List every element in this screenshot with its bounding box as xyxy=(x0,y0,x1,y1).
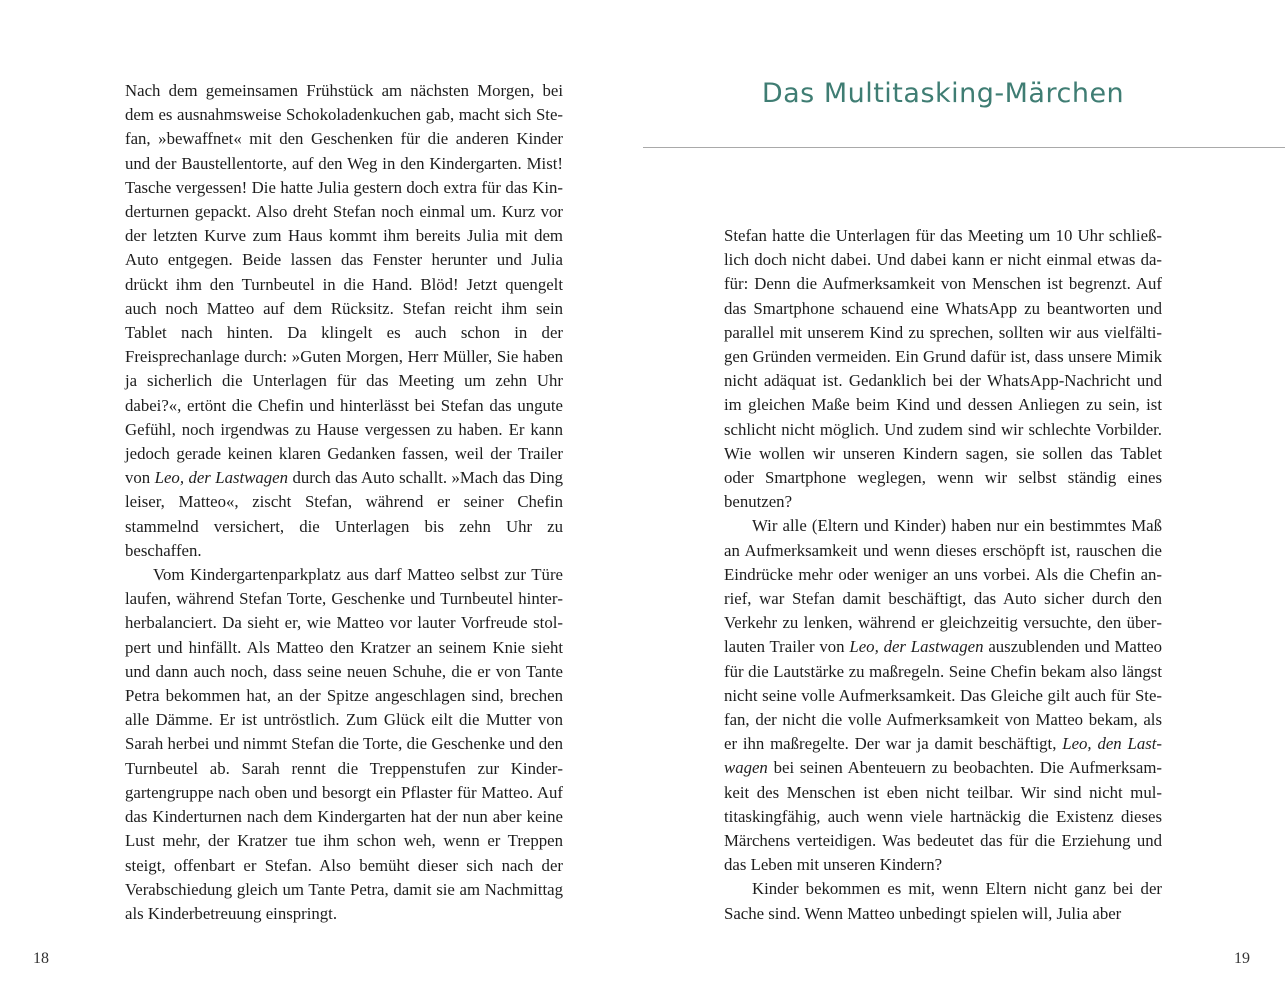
paragraph: Wir alle (Eltern und Kinder) haben nur ein bestimmtes Maß an Aufmerksamkeit und wenn dieses erschöpft ist, rauschen die Eindrücke mehr oder weniger an uns vorbei. Als die Chefin anrief, war Stefan damit beschäftigt, das Auto sicher durch den Verkehr zu lenken, während er gleichzeitig versuchte, den überlauten Trailer von Leo, der Lastwagen auszublenden und Matteo für die Lautstärke zu maßregeln. Seine Chefin bekam also längst nicht seine volle Aufmerksamkeit. Das Gleiche gilt auch für Stefan, der nicht die volle Aufmerksamkeit von Matteo bekam, als er ihn maßregelte. Der war ja damit beschäftigt, Leo, den Lastwagen bei seinen Abenteuern zu beobachten. Die Aufmerksamkeit des Menschen ist eben nicht teilbar. Wir sind nicht multitaskingfähig, auch wenn viele hartnäckig die Existenz dieses Märchens verteidigen. Was bedeutet das für die Erziehung und das Leben mit unseren Kindern? xyxy=(724,516,1162,875)
paragraph: Kinder bekommen es mit, wenn Eltern nicht ganz bei der Sache sind. Wenn Matteo unbedingt spielen will, Julia aber xyxy=(724,879,1162,923)
right-page xyxy=(643,0,1285,1000)
paragraph: Nach dem gemeinsamen Frühstück am nächsten Morgen, bei dem es ausnahmsweise Schokoladenkuchen gab, macht sich Stefan, »bewaffnet« mit den Geschenken für die anderen Kinder und der Baustellentorte, auf den Weg in den Kindergarten. Mist! Tasche vergessen! Die hatte Julia gestern doch extra für das Kinderturnen gepackt. Also dreht Stefan noch einmal um. Kurz vor der letzten Kurve zum Haus kommt ihm bereits Julia mit dem Auto entgegen. Beide lassen das Fenster herunter und Julia drückt ihm den Turnbeutel in die Hand. Blöd! Jetzt quengelt auch noch Matteo auf dem Rücksitz. Stefan reicht ihm sein Tablet nach hinten. Da klingelt es auch schon in der Freisprechanlage durch: »Guten Morgen, Herr Müller, Sie haben ja sicherlich die Unterlagen für das Meeting um zehn Uhr dabei?«, ertönt die Chefin und hinterlässt bei Stefan das ungute Gefühl, noch irgendwas zu Hause vergessen zu haben. Er kann jedoch gerade keinen klaren Gedanken fassen, weil der Trailer von Leo, der Lastwagen durch das Auto schallt. »Mach das Ding leiser, Matteo«, zischt Stefan, während er seiner Chefin stammelnd versichert, die Unterlagen bis zehn Uhr zu beschaffen. xyxy=(125,81,563,560)
left-page xyxy=(0,0,642,1000)
page-number: 19 xyxy=(1234,950,1250,967)
book-title-italic: Leo, den Lastwagen xyxy=(724,734,1162,778)
title-divider xyxy=(643,147,1285,148)
book-title-italic: Leo, der Lastwagen xyxy=(154,468,289,488)
left-page-body xyxy=(125,79,563,926)
right-page-body xyxy=(724,224,1162,926)
book-title-italic: Leo, der Lastwagen xyxy=(849,637,984,657)
paragraph: Stefan hatte die Unterlagen für das Meeting um 10 Uhr schließlich doch nicht dabei. Und dabei kann er nicht einmal etwas dafür: Denn die Aufmerksamkeit von Menschen ist begrenzt. Auf das Smartphone schauend eine WhatsApp zu beantworten und parallel mit unserem Kind zu sprechen, sollten wir aus vielfältigen Gründen vermeiden. Ein Grund dafür ist, dass unsere Mimik nicht adäquat ist. Gedanklich bei der WhatsApp-Nachricht und im gleichen Maße beim Kind und dessen Anliegen zu sein, ist schlicht nicht möglich. Und zudem sind wir schlechte Vorbilder. Wie wollen wir unseren Kindern sagen, sie sollen das Tablet oder Smartphone weglegen, wenn wir selbst ständig eines benutzen? xyxy=(724,226,1162,512)
chapter-title: Das Multitasking-Märchen xyxy=(761,78,1125,109)
paragraph: Vom Kindergartenparkplatz aus darf Matteo selbst zur Türe laufen, während Stefan Torte, Geschenke und Turnbeutel hinterherbalanciert. Da sieht er, wie Matteo vor lauter Vorfreude stolpert und hinfällt. Als Matteo den Kratzer an seinem Knie sieht und dann auch noch, dass seine neuen Schuhe, die er von Tante Petra bekommen hat, an der Spitze angeschlagen sind, brechen alle Dämme. Er ist untröstlich. Zum Glück eilt die Mutter von Sarah herbei und nimmt Stefan die Torte, die Geschenke und den Turnbeutel ab. Sarah rennt die Treppenstufen zur Kindergartengruppe nach oben und besorgt ein Pflaster für Matteo. Auf das Kinderturnen nach dem Kindergarten hat der nun aber keine Lust mehr, der Kratzer tue ihm schon weh, wenn er Treppen steigt, offenbart er Stefan. Also bemüht dieser sich nach der Verabschiedung gleich um Tante Petra, damit sie am Nachmittag als Kinderbetreuung einspringt. xyxy=(125,565,563,923)
page-number: 18 xyxy=(33,950,49,967)
